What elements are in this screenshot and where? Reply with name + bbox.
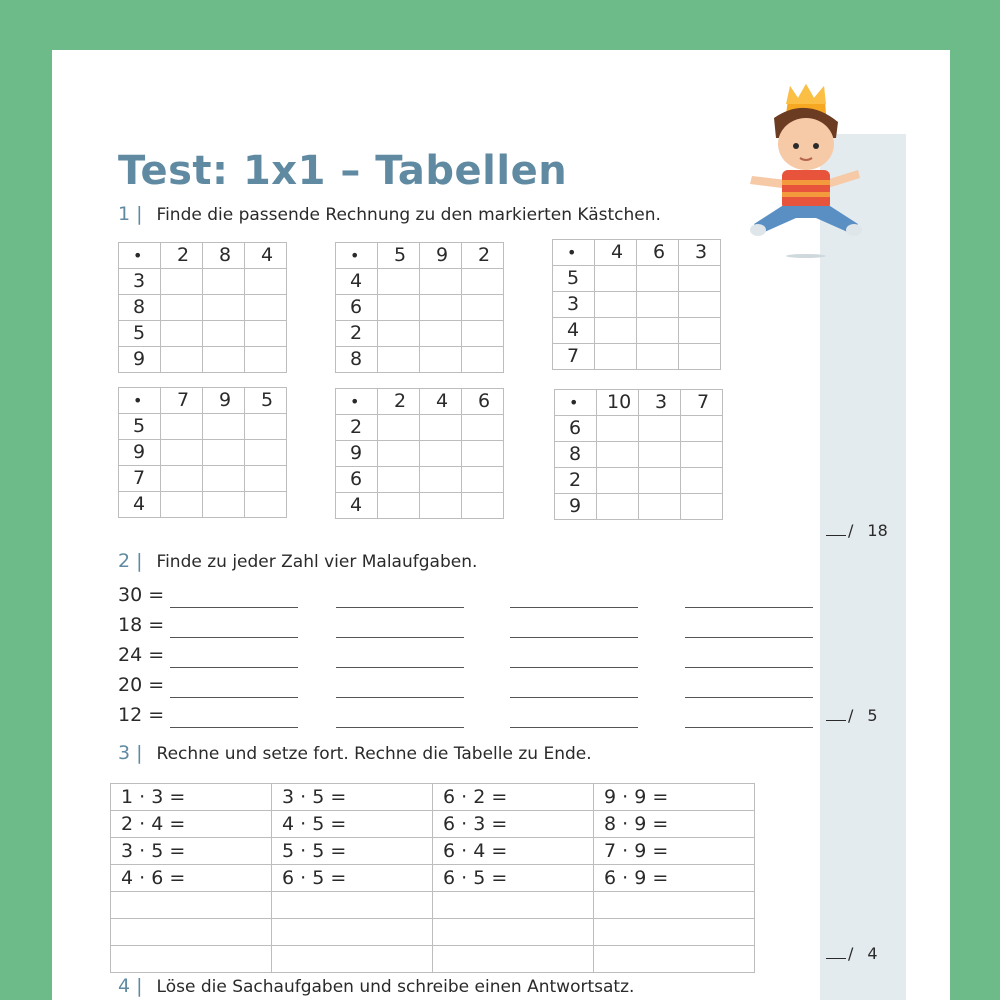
grid-cell[interactable] bbox=[433, 892, 594, 919]
table-row bbox=[111, 784, 755, 811]
grid-cell[interactable]: 6 · 5 = bbox=[433, 865, 594, 892]
answer-cell[interactable] bbox=[462, 269, 504, 295]
answer-cell[interactable] bbox=[245, 492, 287, 518]
column-header: 7 bbox=[161, 388, 203, 414]
grid-cell[interactable]: 6 · 9 = bbox=[594, 865, 755, 892]
multiplication-table-2 bbox=[335, 242, 504, 373]
multiplication-table-1 bbox=[118, 242, 287, 373]
task1-instruction: Finde die passende Rechnung zu den markierten Kästchen. bbox=[156, 205, 661, 225]
row-header: 4 bbox=[553, 318, 595, 344]
answer-cell[interactable] bbox=[245, 295, 287, 321]
grid-cell[interactable]: 4 · 6 = bbox=[111, 865, 272, 892]
row-header: 5 bbox=[553, 266, 595, 292]
score-slash: / bbox=[848, 944, 854, 963]
grid-cell[interactable]: 6 · 2 = bbox=[433, 784, 594, 811]
column-header: 8 bbox=[203, 243, 245, 269]
score-points: 5 bbox=[867, 706, 878, 725]
answer-cell[interactable] bbox=[378, 295, 420, 321]
answer-cell[interactable] bbox=[597, 468, 639, 494]
row-header: 4 bbox=[336, 493, 378, 519]
grid-cell[interactable] bbox=[433, 946, 594, 973]
task2-number-label: 12 = bbox=[118, 704, 165, 726]
answer-cell[interactable] bbox=[245, 440, 287, 466]
answer-cell[interactable] bbox=[595, 318, 637, 344]
answer-cell[interactable] bbox=[203, 295, 245, 321]
answer-cell[interactable] bbox=[462, 415, 504, 441]
answer-cell[interactable] bbox=[681, 442, 723, 468]
answer-cell[interactable] bbox=[378, 269, 420, 295]
answer-cell[interactable] bbox=[637, 266, 679, 292]
grid-cell[interactable]: 9 · 9 = bbox=[594, 784, 755, 811]
score-slash: / bbox=[848, 521, 854, 540]
answer-line[interactable] bbox=[685, 697, 813, 698]
grid-cell[interactable] bbox=[111, 892, 272, 919]
table-row bbox=[111, 838, 755, 865]
row-header: 3 bbox=[553, 292, 595, 318]
column-header: 9 bbox=[420, 243, 462, 269]
row-header: 2 bbox=[336, 321, 378, 347]
score-blank[interactable] bbox=[826, 706, 846, 721]
score-blank[interactable] bbox=[826, 944, 846, 959]
task2-score bbox=[826, 706, 878, 725]
answer-cell[interactable] bbox=[597, 442, 639, 468]
answer-cell[interactable] bbox=[245, 269, 287, 295]
answer-cell[interactable] bbox=[203, 440, 245, 466]
answer-cell[interactable] bbox=[420, 295, 462, 321]
answer-line[interactable] bbox=[510, 637, 638, 638]
answer-cell[interactable] bbox=[161, 492, 203, 518]
operator-cell: • bbox=[553, 240, 595, 266]
task3-score bbox=[826, 944, 878, 963]
task2-instruction: Finde zu jeder Zahl vier Malaufgaben. bbox=[156, 552, 478, 572]
grid-cell[interactable] bbox=[111, 946, 272, 973]
task1-number: 1 | bbox=[118, 203, 143, 225]
table-row bbox=[111, 865, 755, 892]
grid-cell[interactable]: 2 · 4 = bbox=[111, 811, 272, 838]
answer-cell[interactable] bbox=[639, 468, 681, 494]
row-header: 7 bbox=[553, 344, 595, 370]
row-header: 9 bbox=[336, 441, 378, 467]
column-header: 4 bbox=[245, 243, 287, 269]
answer-line[interactable] bbox=[336, 697, 464, 698]
task2-number-label: 18 = bbox=[118, 614, 165, 636]
answer-cell[interactable] bbox=[161, 466, 203, 492]
answer-cell[interactable] bbox=[161, 347, 203, 373]
answer-cell[interactable] bbox=[597, 416, 639, 442]
operator-cell: • bbox=[119, 243, 161, 269]
task4-heading bbox=[118, 975, 634, 997]
answer-cell[interactable] bbox=[378, 347, 420, 373]
grid-cell[interactable] bbox=[594, 919, 755, 946]
answer-cell[interactable] bbox=[639, 416, 681, 442]
answer-cell[interactable] bbox=[420, 415, 462, 441]
answer-line[interactable] bbox=[510, 607, 638, 608]
answer-cell[interactable] bbox=[378, 493, 420, 519]
grid-cell[interactable]: 3 · 5 = bbox=[272, 784, 433, 811]
answer-cell[interactable] bbox=[203, 466, 245, 492]
task4-instruction: Löse die Sachaufgaben und schreibe einen Antwortsatz. bbox=[156, 977, 635, 997]
grid-cell[interactable]: 8 · 9 = bbox=[594, 811, 755, 838]
grid-cell[interactable]: 6 · 5 = bbox=[272, 865, 433, 892]
answer-cell[interactable] bbox=[420, 347, 462, 373]
answer-cell[interactable] bbox=[679, 318, 721, 344]
grid-cell[interactable]: 7 · 9 = bbox=[594, 838, 755, 865]
row-header: 9 bbox=[119, 347, 161, 373]
answer-line[interactable] bbox=[170, 637, 298, 638]
answer-cell[interactable] bbox=[161, 321, 203, 347]
column-header: 7 bbox=[681, 390, 723, 416]
column-header: 4 bbox=[420, 389, 462, 415]
answer-cell[interactable] bbox=[637, 344, 679, 370]
operator-cell: • bbox=[336, 243, 378, 269]
operator-cell: • bbox=[119, 388, 161, 414]
column-header: 6 bbox=[462, 389, 504, 415]
row-header: 5 bbox=[119, 414, 161, 440]
task1-score bbox=[826, 521, 888, 540]
grid-cell[interactable] bbox=[111, 919, 272, 946]
row-header: 8 bbox=[119, 295, 161, 321]
answer-cell[interactable] bbox=[161, 295, 203, 321]
grid-cell[interactable]: 5 · 5 = bbox=[272, 838, 433, 865]
grid-cell[interactable] bbox=[433, 919, 594, 946]
grid-cell[interactable]: 6 · 4 = bbox=[433, 838, 594, 865]
answer-cell[interactable] bbox=[639, 442, 681, 468]
answer-cell[interactable] bbox=[245, 414, 287, 440]
answer-cell[interactable] bbox=[595, 266, 637, 292]
answer-line[interactable] bbox=[685, 637, 813, 638]
answer-line[interactable] bbox=[510, 727, 638, 728]
grid-cell[interactable] bbox=[594, 946, 755, 973]
task1-heading bbox=[118, 203, 661, 225]
table-row bbox=[111, 946, 755, 973]
answer-cell[interactable] bbox=[203, 414, 245, 440]
task3-instruction: Rechne und setze fort. Rechne die Tabelle zu Ende. bbox=[156, 744, 592, 764]
task2-number-label: 20 = bbox=[118, 674, 165, 696]
row-header: 4 bbox=[119, 492, 161, 518]
answer-cell[interactable] bbox=[639, 494, 681, 520]
answer-cell[interactable] bbox=[681, 494, 723, 520]
row-header: 2 bbox=[336, 415, 378, 441]
grid-cell[interactable] bbox=[594, 892, 755, 919]
column-header: 2 bbox=[161, 243, 203, 269]
task2-heading bbox=[118, 550, 477, 572]
answer-cell[interactable] bbox=[679, 266, 721, 292]
column-header: 6 bbox=[637, 240, 679, 266]
answer-line[interactable] bbox=[170, 607, 298, 608]
operator-cell: • bbox=[336, 389, 378, 415]
multiplication-table-3 bbox=[552, 239, 721, 370]
answer-cell[interactable] bbox=[203, 347, 245, 373]
column-header: 3 bbox=[639, 390, 681, 416]
column-header: 5 bbox=[245, 388, 287, 414]
row-header: 9 bbox=[119, 440, 161, 466]
answer-line[interactable] bbox=[685, 727, 813, 728]
answer-cell[interactable] bbox=[245, 466, 287, 492]
answer-line[interactable] bbox=[510, 697, 638, 698]
answer-cell[interactable] bbox=[462, 441, 504, 467]
task2-number-label: 30 = bbox=[118, 584, 165, 606]
answer-cell[interactable] bbox=[679, 344, 721, 370]
answer-cell[interactable] bbox=[637, 318, 679, 344]
answer-line[interactable] bbox=[170, 727, 298, 728]
answer-cell[interactable] bbox=[161, 440, 203, 466]
answer-cell[interactable] bbox=[462, 347, 504, 373]
answer-cell[interactable] bbox=[595, 344, 637, 370]
answer-line[interactable] bbox=[685, 607, 813, 608]
table-row bbox=[111, 892, 755, 919]
score-slash: / bbox=[848, 706, 854, 725]
row-header: 8 bbox=[555, 442, 597, 468]
boy-with-crown-illustration bbox=[746, 84, 866, 264]
column-header: 3 bbox=[679, 240, 721, 266]
column-header: 2 bbox=[378, 389, 420, 415]
row-header: 6 bbox=[336, 295, 378, 321]
answer-line[interactable] bbox=[336, 607, 464, 608]
answer-cell[interactable] bbox=[420, 467, 462, 493]
row-header: 6 bbox=[555, 416, 597, 442]
answer-cell[interactable] bbox=[203, 321, 245, 347]
answer-cell[interactable] bbox=[462, 493, 504, 519]
row-header: 4 bbox=[336, 269, 378, 295]
answer-cell[interactable] bbox=[161, 269, 203, 295]
answer-cell[interactable] bbox=[420, 493, 462, 519]
row-header: 2 bbox=[555, 468, 597, 494]
row-header: 9 bbox=[555, 494, 597, 520]
answer-line[interactable] bbox=[336, 637, 464, 638]
multiplication-table-6 bbox=[554, 389, 723, 520]
task4-number: 4 | bbox=[118, 975, 143, 997]
answer-cell[interactable] bbox=[378, 415, 420, 441]
grid-cell[interactable] bbox=[272, 892, 433, 919]
answer-cell[interactable] bbox=[378, 441, 420, 467]
task3-heading bbox=[118, 742, 592, 764]
grid-cell[interactable]: 6 · 3 = bbox=[433, 811, 594, 838]
column-header: 2 bbox=[462, 243, 504, 269]
answer-cell[interactable] bbox=[679, 292, 721, 318]
table-row bbox=[111, 919, 755, 946]
answer-cell[interactable] bbox=[462, 321, 504, 347]
column-header: 4 bbox=[595, 240, 637, 266]
row-header: 5 bbox=[119, 321, 161, 347]
row-header: 7 bbox=[119, 466, 161, 492]
task2-number-label: 24 = bbox=[118, 644, 165, 666]
column-header: 10 bbox=[597, 390, 639, 416]
answer-cell[interactable] bbox=[595, 292, 637, 318]
answer-cell[interactable] bbox=[420, 321, 462, 347]
multiplication-table-5 bbox=[335, 388, 504, 519]
answer-cell[interactable] bbox=[203, 492, 245, 518]
worksheet-page bbox=[52, 50, 950, 1000]
column-header: 5 bbox=[378, 243, 420, 269]
answer-line[interactable] bbox=[170, 697, 298, 698]
table-row bbox=[111, 811, 755, 838]
answer-cell[interactable] bbox=[420, 441, 462, 467]
grid-cell[interactable]: 3 · 5 = bbox=[111, 838, 272, 865]
answer-cell[interactable] bbox=[378, 467, 420, 493]
score-blank[interactable] bbox=[826, 521, 846, 536]
grid-cell[interactable] bbox=[272, 919, 433, 946]
answer-cell[interactable] bbox=[161, 414, 203, 440]
score-points: 18 bbox=[867, 521, 888, 540]
task3-number: 3 | bbox=[118, 742, 143, 764]
answer-line[interactable] bbox=[336, 727, 464, 728]
answer-cell[interactable] bbox=[420, 269, 462, 295]
multiplication-table-4 bbox=[118, 387, 287, 518]
answer-line[interactable] bbox=[685, 667, 813, 668]
row-header: 8 bbox=[336, 347, 378, 373]
grid-cell[interactable]: 4 · 5 = bbox=[272, 811, 433, 838]
answer-cell[interactable] bbox=[462, 467, 504, 493]
answer-cell[interactable] bbox=[462, 295, 504, 321]
column-header: 9 bbox=[203, 388, 245, 414]
task2-number: 2 | bbox=[118, 550, 143, 572]
answer-cell[interactable] bbox=[203, 269, 245, 295]
answer-cell[interactable] bbox=[597, 494, 639, 520]
grid-cell[interactable] bbox=[272, 946, 433, 973]
answer-line[interactable] bbox=[510, 667, 638, 668]
grid-cell[interactable]: 1 · 3 = bbox=[111, 784, 272, 811]
answer-line[interactable] bbox=[170, 667, 298, 668]
answer-line[interactable] bbox=[336, 667, 464, 668]
answer-cell[interactable] bbox=[245, 347, 287, 373]
answer-cell[interactable] bbox=[378, 321, 420, 347]
page-title: Test: 1x1 – Tabellen bbox=[118, 148, 568, 194]
answer-cell[interactable] bbox=[681, 416, 723, 442]
row-header: 6 bbox=[336, 467, 378, 493]
operator-cell: • bbox=[555, 390, 597, 416]
answer-cell[interactable] bbox=[637, 292, 679, 318]
score-points: 4 bbox=[867, 944, 878, 963]
task3-grid bbox=[110, 783, 755, 973]
row-header: 3 bbox=[119, 269, 161, 295]
answer-cell[interactable] bbox=[681, 468, 723, 494]
answer-cell[interactable] bbox=[245, 321, 287, 347]
